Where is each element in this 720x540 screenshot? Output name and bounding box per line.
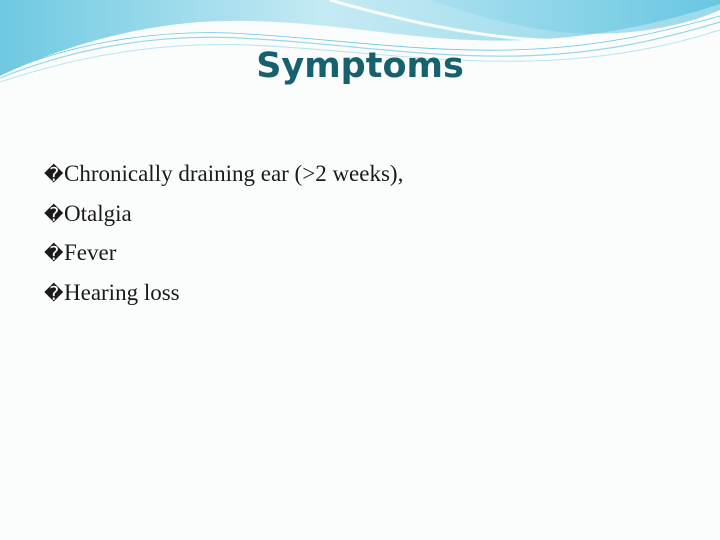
bullet-text: Chronically draining ear (>2 weeks),	[64, 161, 404, 186]
bullet-text: Fever	[64, 240, 117, 265]
bullet-text: Hearing loss	[64, 279, 180, 305]
bullet-item	[44, 155, 664, 195]
bullet-marker-icon: �	[44, 164, 64, 186]
bullet-marker-icon: �	[44, 203, 64, 226]
bullet-item	[44, 195, 664, 235]
bullet-item	[44, 234, 664, 274]
bullet-item	[44, 274, 664, 314]
bullet-marker-icon: �	[44, 282, 64, 305]
bullet-text: Otalgia	[64, 200, 132, 226]
bullet-list	[44, 155, 664, 313]
bullet-marker-icon: �	[44, 243, 64, 265]
slide-title: Symptoms	[256, 46, 464, 86]
